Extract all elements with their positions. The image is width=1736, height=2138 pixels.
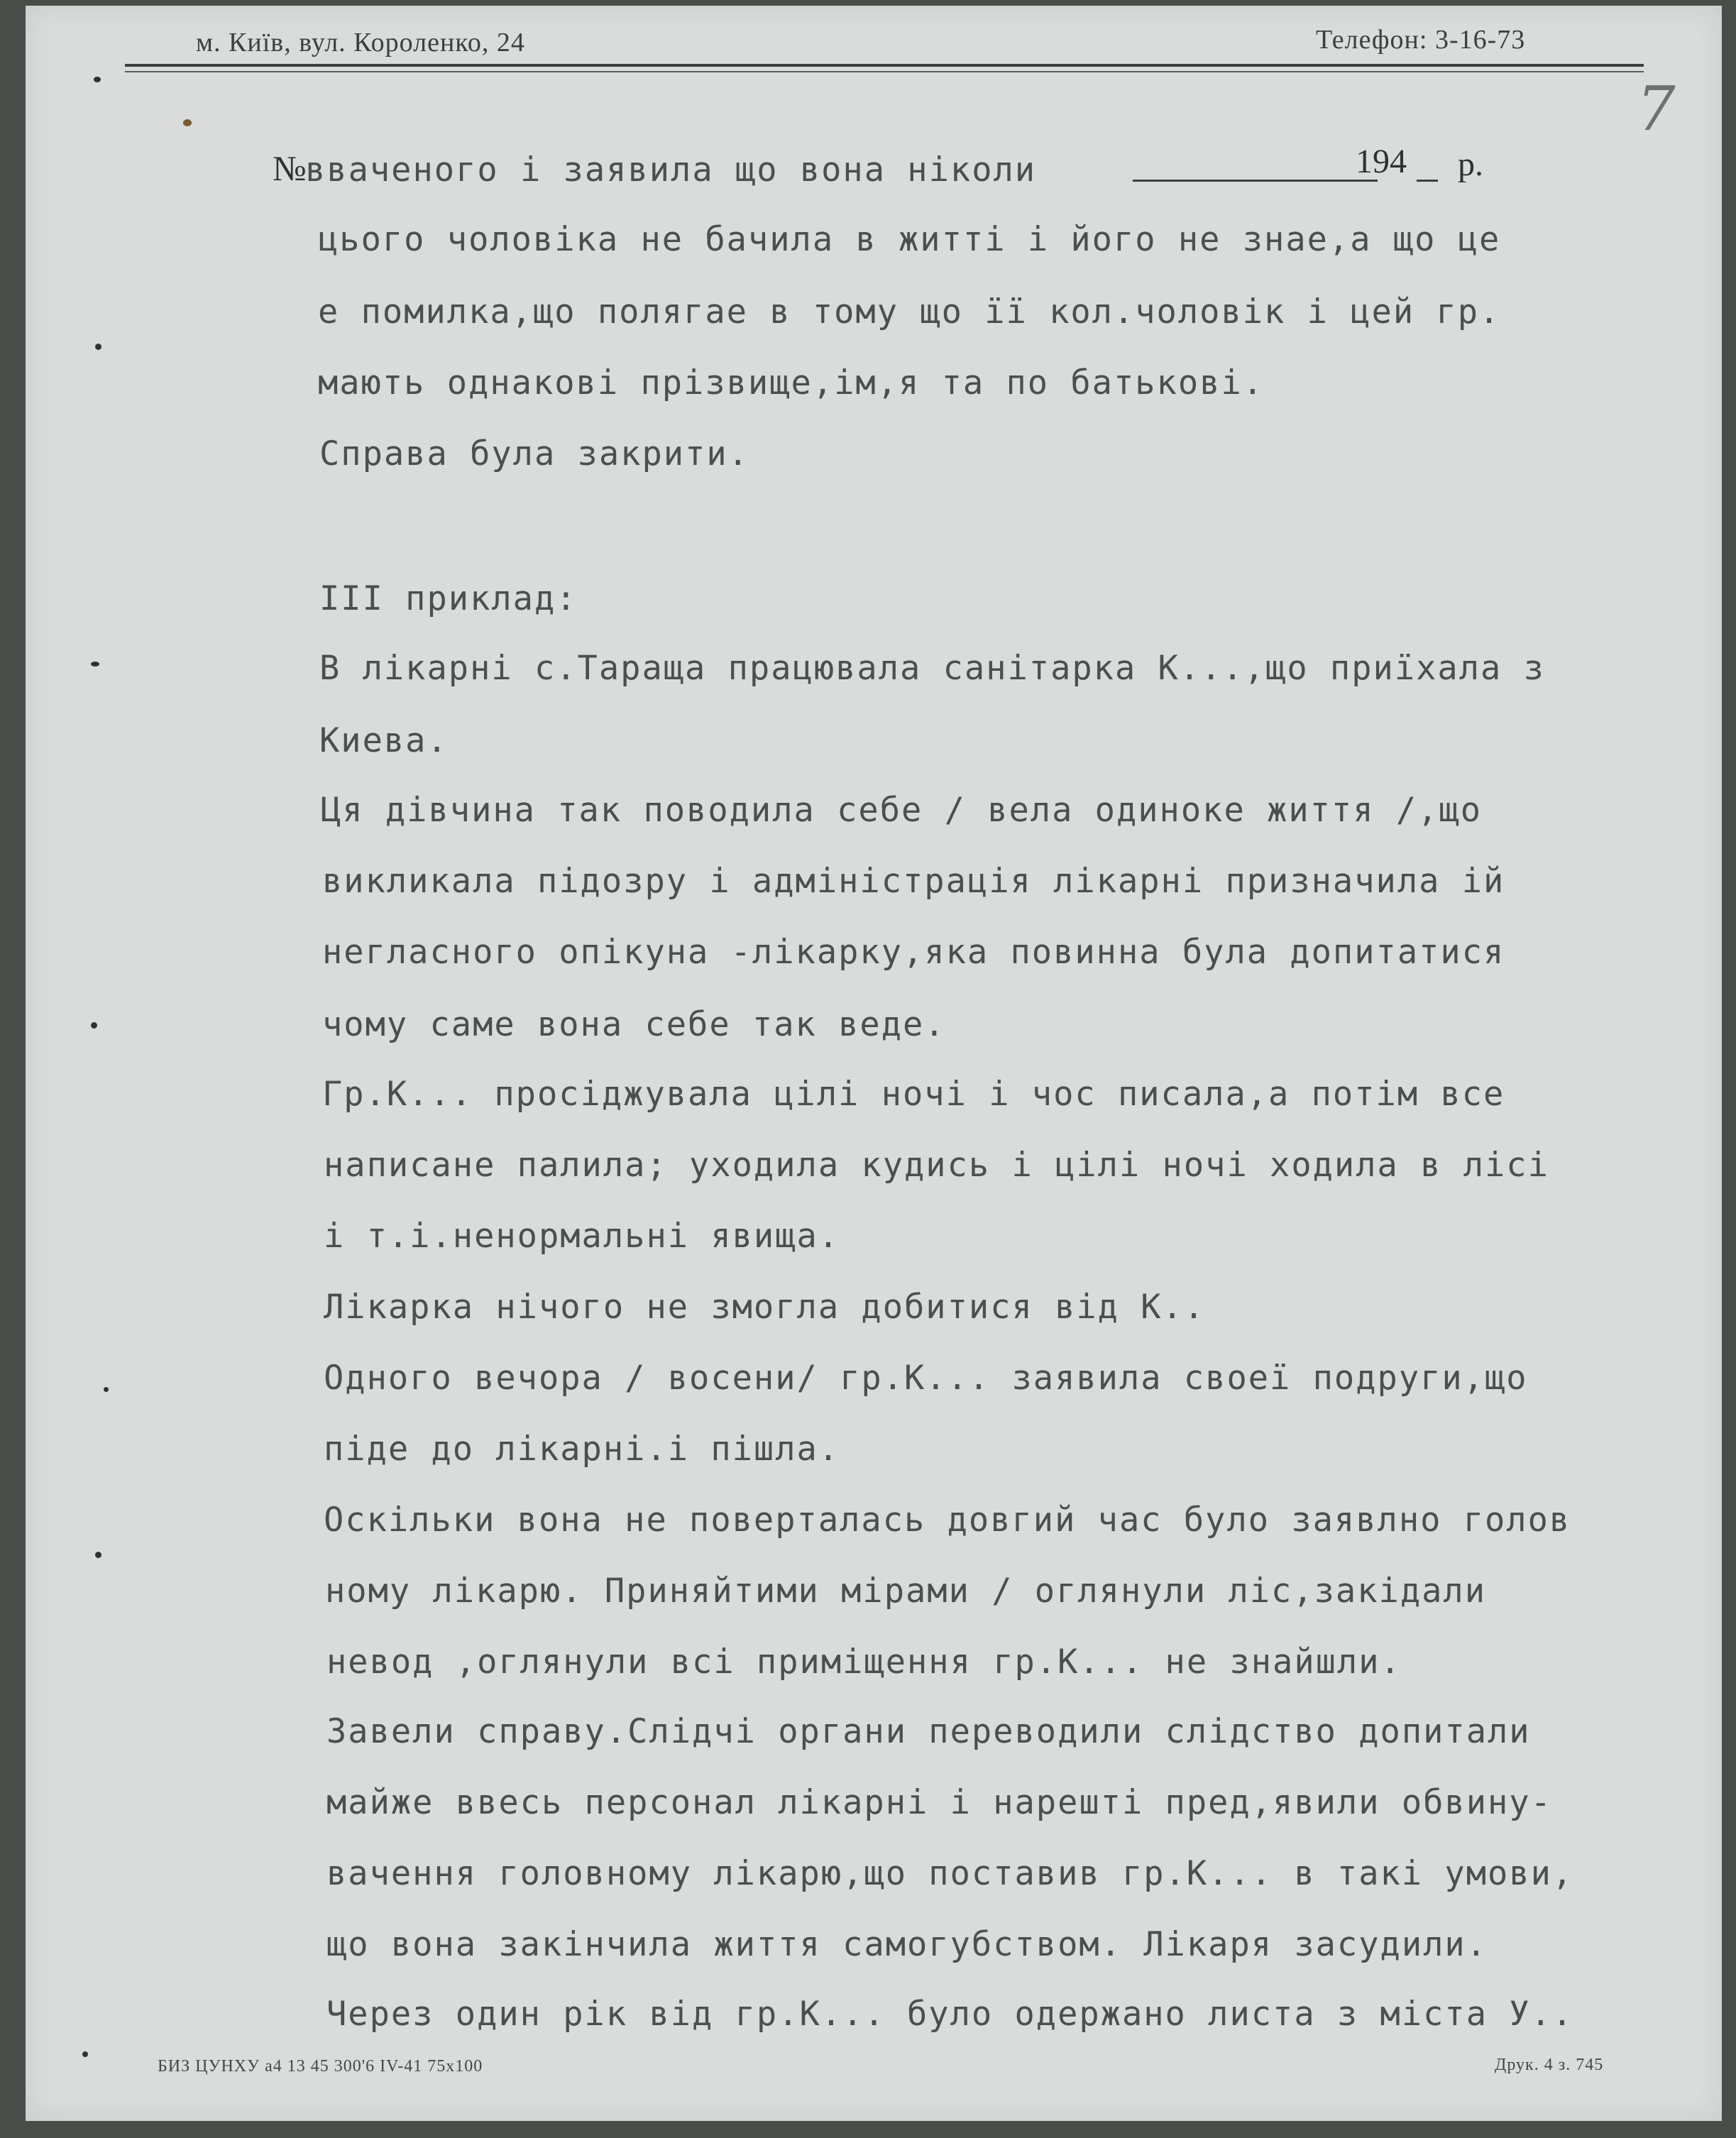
- section-heading: III приклад:: [319, 579, 578, 618]
- paper-speck: [94, 77, 101, 82]
- body-line: Завели справу.Слідчі органи переводили слідство допитали: [326, 1712, 1531, 1751]
- body-line: Справа була закрити.: [319, 434, 749, 473]
- body-line: невод ,оглянули всі приміщення гр.К... не знайшли.: [326, 1643, 1402, 1682]
- body-line: Одного вечора / восени/ гр.К... заявила своеї подруги,що: [324, 1359, 1528, 1398]
- body-line: майже ввесь персонал лікарні і нарешті пред,явили обвину-: [326, 1783, 1552, 1822]
- document-page: [26, 6, 1722, 2121]
- print-imprint-left: БИЗ ЦУНХУ а4 13 45 300'6 IV-41 75х100: [158, 2057, 483, 2076]
- paper-speck: [91, 662, 99, 667]
- body-line: піде до лікарні.і пішла.: [324, 1430, 840, 1469]
- body-line: Через один рік від гр.К... було одержано листа з міста У..: [326, 1995, 1574, 2034]
- body-line: цього чоловіка не бачила в житті і його не знае,а що це: [318, 220, 1501, 259]
- body-line: написане палила; уходила кудись і цілі ночі ходила в лісі: [324, 1146, 1549, 1185]
- body-line: і т.і.ненормальні явища.: [324, 1217, 840, 1256]
- body-line: В лікарні с.Тараща працювала санітарка К...,що приїхала з: [319, 649, 1545, 688]
- body-line: ному лікарю. Приняйтими мірами / оглянули ліс,закідали: [325, 1572, 1487, 1611]
- body-line: Гр.К... просіджувала цілі ночі і чос писала,а потім все: [322, 1075, 1505, 1114]
- body-line: Киева.: [319, 721, 449, 760]
- letterhead-phone: Телефон: 3-16-73: [1316, 25, 1526, 55]
- paper-speck: [183, 119, 192, 126]
- paper-speck: [104, 1387, 109, 1392]
- date-year: 194: [1356, 143, 1407, 180]
- paper-speck: [91, 1022, 97, 1029]
- typewritten-body: [26, 6, 1722, 2121]
- paper-speck: [95, 344, 101, 350]
- body-line: викликала підозру і адміністрація лікарні призначила ій: [322, 862, 1505, 901]
- body-line: мають однакові прізвище,ім,я та по батькові.: [318, 363, 1265, 402]
- body-line: е помилка,що полягае в тому що її кол.чоловік і цей гр.: [318, 292, 1501, 331]
- body-line: вваченого і заявила що вона ніколи: [305, 150, 1037, 190]
- body-line: Лікарка нічого не змогла добитися від К..: [324, 1288, 1206, 1327]
- numero-mark: №: [273, 148, 308, 188]
- body-line: негласного опікуна -лікарку,яка повинна була допитатися: [322, 933, 1505, 972]
- body-line: чому саме вона себе так веде.: [322, 1005, 946, 1044]
- body-line: Оскільки вона не поверталась довгий час було заявлно голов: [324, 1501, 1571, 1540]
- date-suffix: р.: [1458, 146, 1483, 183]
- body-line: що вона закінчила життя самогубством. Лікаря засудили.: [326, 1925, 1488, 1964]
- body-line: Ця дівчина так поводила себе / вела одиноке життя /,що: [321, 791, 1483, 830]
- letterhead-address: м. Київ, вул. Короленко, 24: [196, 28, 525, 57]
- paper-speck: [95, 1552, 101, 1558]
- print-imprint-right: Друк. 4 з. 745: [1495, 2056, 1604, 2074]
- handwritten-page-number: 7: [1637, 74, 1676, 145]
- paper-speck: [82, 2051, 88, 2057]
- body-line: вачення головному лікарю,що поставив гр.К... в такі умови,: [326, 1854, 1574, 1893]
